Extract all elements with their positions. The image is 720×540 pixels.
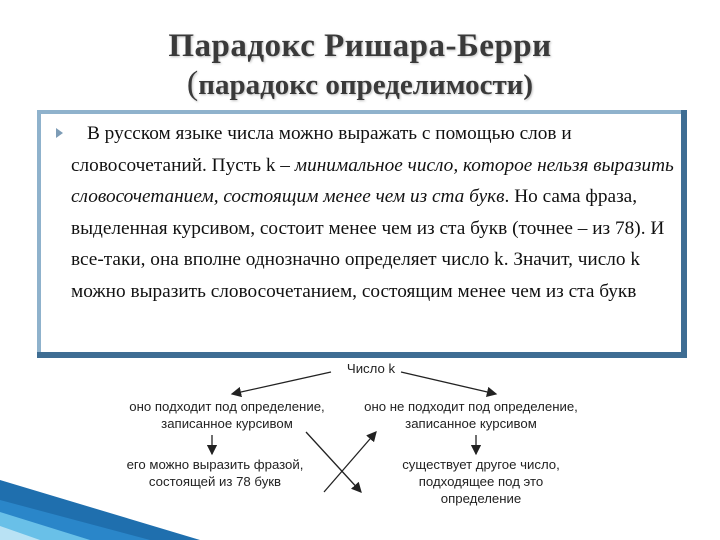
other-number-line-1: существует другое число,: [402, 457, 560, 472]
expressible-line-2: состоящей из 78 букв: [148, 474, 282, 489]
corner-decoration: [0, 450, 200, 540]
other-number-line-2: подходящее под это: [418, 474, 544, 489]
not-fits-line-2: записанное курсивом: [405, 416, 537, 431]
subtitle-close-paren: ): [523, 69, 534, 101]
text-frame: [37, 110, 687, 358]
paragraph-part-3: . Но сама фраза, выделенная курсивом, состоит менее чем из ста букв (точнее – из 78). И все-таки, она вполне однозначно определяет число k. Значит, число k можно выразить словосочетанием, состоящим менее чем из ста букв: [71, 186, 665, 302]
other-number-line-3: определение: [440, 491, 522, 506]
paragraph-part-1: В русском языке числа можно выражать с помощью слов и словосочетаний. Пусть k –: [71, 123, 572, 176]
arrow-to-left-branch: [232, 372, 331, 394]
not-fits-line-1: оно не подходит под определение,: [364, 399, 578, 414]
expressible-line-1: его можно выразить фразой,: [126, 457, 304, 472]
bullet-arrow-icon: [56, 128, 63, 138]
fits-line-1: оно подходит под определение,: [129, 399, 325, 414]
slide-title: [0, 26, 720, 103]
subtitle-open-paren: (: [186, 65, 199, 102]
paradox-paragraph: [71, 118, 683, 307]
diagram-other-number: [366, 456, 596, 507]
paragraph-italic-definition: минимальное число, которое нельзя выразить словосочетанием, состоящим менее чем из ста букв: [71, 154, 674, 207]
diagram-number-k: Число k: [346, 361, 396, 376]
title-subtitle: [0, 66, 720, 103]
diagram-fits-definition: [112, 398, 342, 432]
diagram-not-fits-definition: [346, 398, 596, 432]
subtitle-text: парадокс определимости: [198, 69, 524, 101]
title-main: Парадокс Ришара-Берри: [168, 28, 552, 64]
fits-line-2: записанное курсивом: [161, 416, 293, 431]
